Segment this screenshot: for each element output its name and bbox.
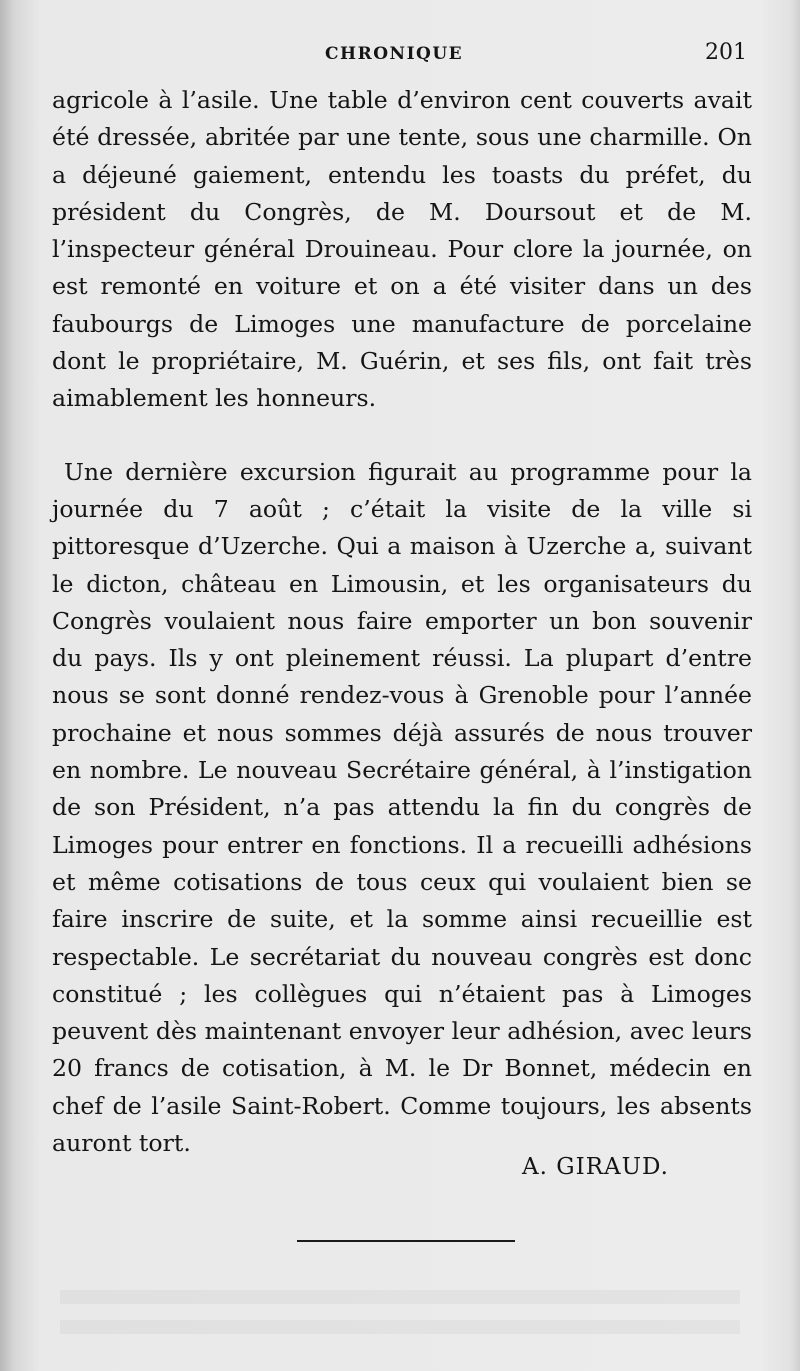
page-header: [0, 40, 800, 74]
paragraph-1: agricole à l’asile. Une table d’environ cent couverts avait été dressée, abritée par une tente, sous une charmille. On a déjeuné gaiement, entendu les toasts du préfet, du président du Congrès, de M. Doursout et de M. l’inspecteur général Drouineau. Pour clore la journée, on est remonté en voiture et on a été visiter dans un des faubourgs de Limoges une manufacture de porcelaine dont le propriétaire, M. Guérin, et ses fils, ont fait très aimablement les honneurs.: [52, 86, 752, 413]
author-signature: A. GIRAUD.: [522, 1154, 669, 1180]
page-number: 201: [705, 40, 747, 65]
show-through-texture: [60, 1290, 740, 1350]
body-text: [52, 82, 752, 1162]
paragraph-2: Une dernière excursion figurait au programme pour la journée du 7 août ; c’était la visite de la ville si pittoresque d’Uzerche. Qui a maison à Uzerche a, suivant le dicton, château en Limousin, et les organisateurs du Congrès voulaient nous faire emporter un bon souvenir du pays. Ils y ont pleinement réussi. La plupart d’entre nous se sont donné rendez-vous à Grenoble pour l’année prochaine et nous sommes déjà assurés de nous trouver en nombre. Le nouveau Secrétaire général, à l’instigation de son Président, n’a pas attendu la fin du congrès de Limoges pour entrer en fonctions. Il a recueilli adhésions et même cotisations de tous ceux qui voulaient bien se faire inscrire de suite, et la somme ainsi recueillie est respectable. Le secrétariat du nouveau congrès est donc constitué ; les collègues qui n’étaient pas à Limoges peuvent dès maintenant envoyer leur adhésion, avec leurs 20 francs de cotisation, à M. le Dr Bonnet, médecin en chef de l’asile Saint-Robert. Comme toujours, les absents auront tort.: [52, 457, 752, 1158]
section-divider: [297, 1240, 515, 1242]
running-head: CHRONIQUE: [325, 44, 464, 64]
